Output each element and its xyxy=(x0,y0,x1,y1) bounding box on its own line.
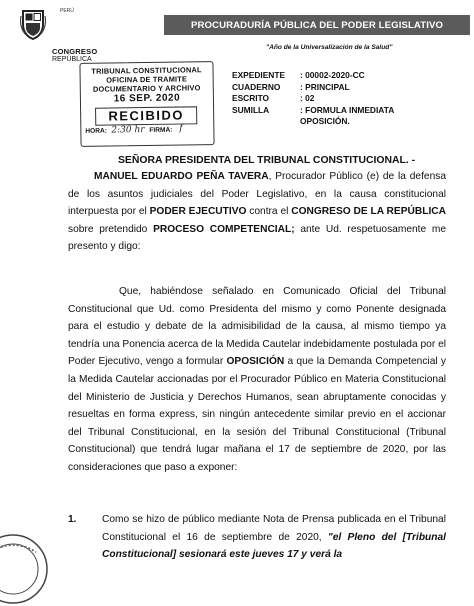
header-band-title: PROCURADURÍA PÚBLICA DEL PODER LEGISLATIVO xyxy=(190,19,444,31)
meta-value: : 00002-2020-CC xyxy=(300,70,365,80)
stamp-line3: DOCUMENTARIO Y ARCHIVO xyxy=(92,83,201,94)
meta-label: SUMILLA xyxy=(232,104,270,115)
stamp-line1: TRIBUNAL CONSTITUCIONAL xyxy=(91,65,202,76)
attorney-name: MANUEL EDUARDO PEÑA TAVERA xyxy=(94,171,269,182)
meta-label: CUADERNO xyxy=(232,81,281,92)
item-number: 1. xyxy=(68,514,77,525)
meta-value: OPOSICIÓN. xyxy=(300,116,350,126)
intro-bold-3: PROCESO COMPETENCIAL; xyxy=(153,223,295,235)
meta-value: : FORMULA INMEDIATA xyxy=(300,104,395,115)
year-motto: "Año de la Universalización de la Salud" xyxy=(266,44,393,51)
stamp-signature-handwritten: f xyxy=(179,123,183,134)
reception-stamp xyxy=(79,61,214,147)
main-text-1: Que, habiéndose señalado en Comunicado Oficial del Tribunal Constitucional que Ud. como Presidenta del mismo y como Ponente designada para el estudio y debate de la admisibilidad de la causa, al mismo tiempo ya tendría una Ponencia acerca de la Medida Cautelar indebidamente postulada por el Poder Ejecutivo, vengo a formular xyxy=(68,286,446,368)
stamp-received-box: RECIBIDO xyxy=(95,106,197,125)
intro-bold-1: PODER EJECUTIVO xyxy=(149,206,247,218)
meta-row-oposicion xyxy=(232,116,394,128)
intro-text-4: ante Ud. respetuosamente me presento y digo: xyxy=(68,223,447,253)
intro-paragraph xyxy=(68,168,446,256)
meta-label xyxy=(232,116,300,128)
intro-text-3: sobre pretendido xyxy=(68,223,154,235)
addressee-heading: SEÑORA PRESIDENTA DEL TRIBUNAL CONSTITUCIONAL. - xyxy=(118,155,416,166)
case-metadata xyxy=(232,70,394,128)
stamp-hour-label: HORA: xyxy=(85,127,108,135)
stamp-line2: OFICINA DE TRAMITE xyxy=(106,74,188,85)
meta-value: : PRINCIPAL xyxy=(300,81,350,92)
intro-text-2: contra el xyxy=(246,206,292,218)
institution-name-line2: REPÚBLICA xyxy=(52,56,92,63)
meta-row-cuaderno xyxy=(232,82,394,94)
intro-text-1: , Procurador Público (e) de la defensa de los asuntos judiciales del Poder Legislativo, en la causa constitucional interpuesta por el xyxy=(68,171,446,218)
round-stamp-icon xyxy=(0,532,50,606)
meta-label: EXPEDIENTE xyxy=(232,70,286,80)
item-1-quote: "el Pleno del [Tribunal Constitucional] sesionará este jueves 17 y verá la xyxy=(102,531,446,561)
main-text-2: a que la Demanda Competencial y la Medida Cautelar accionadas por el Procurador Público en Materia Constitucional del Ministerio de Justicia y Derechos Humanos, sean abruptamente conocidas y resueltas en forma express, sin ningún antecedente similar previo en el accionar del Tribunal Constitucional, en la sesión del Tribunal Constitucional (Tribunal Constitucional) que tendrá lugar mañana el 17 de septiembre de 2020, por las consideraciones que paso a exponer: xyxy=(68,356,446,473)
main-paragraph xyxy=(68,283,446,477)
meta-label: ESCRITO xyxy=(232,93,270,103)
stamp-hour-handwritten: 2:30 hr xyxy=(111,125,145,136)
meta-value: : 02 xyxy=(300,93,315,103)
header-band xyxy=(164,15,470,35)
seal-top-label: PERÚ xyxy=(60,8,74,14)
main-bold-1: OPOSICIÓN xyxy=(226,356,285,368)
item-1-paragraph xyxy=(102,511,446,564)
stamp-signature-label: FIRMA: xyxy=(149,126,173,134)
meta-row-escrito xyxy=(232,93,394,105)
meta-row-expediente xyxy=(232,70,394,82)
coat-of-arms-icon xyxy=(20,8,46,40)
stamp-date: 16 SEP. 2020 xyxy=(113,92,181,105)
meta-row-sumilla xyxy=(232,105,394,117)
intro-bold-2: CONGRESO DE LA REPÚBLICA xyxy=(291,206,446,218)
institution-name-line1: CONGRESO xyxy=(52,47,98,56)
item-1-text: Como se hizo de público mediante Nota de Prensa publicada en el Tribunal Constitucional el 16 de septiembre de 2020, xyxy=(102,514,446,543)
